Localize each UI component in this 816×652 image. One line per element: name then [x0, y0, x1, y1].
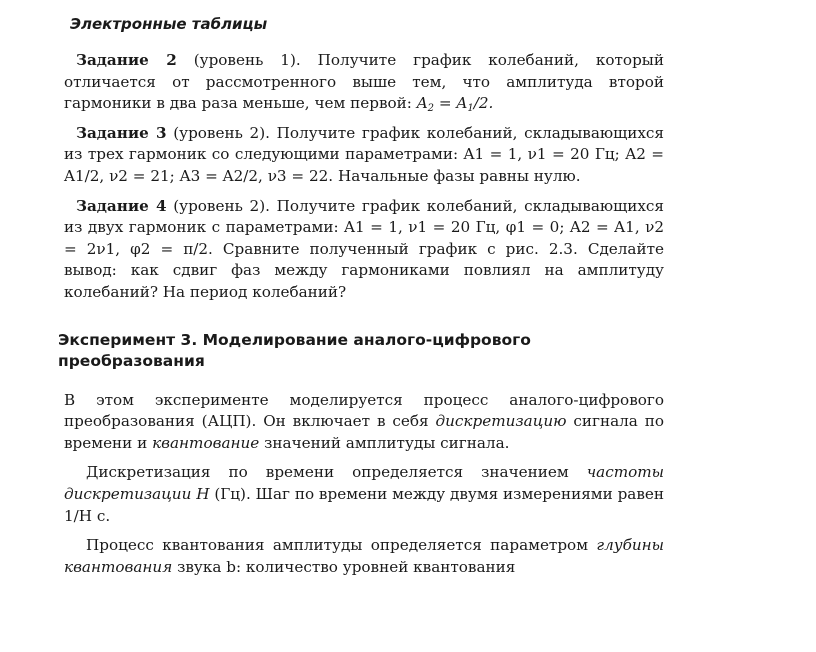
section-title: Эксперимент 3. Моделирование аналого-цифрового преобразования [58, 330, 531, 370]
paragraph-3-text-b: звука b: количество уровней квантования [177, 557, 516, 576]
textbook-page [58, 6, 665, 586]
paragraph-2-text-b: (Гц). Шаг по времени между двумя измерениями равен 1/H с. [64, 484, 665, 525]
paragraph-1-emphasis-b: квантование [152, 433, 260, 452]
task-2-formula: $A_2 = A_1/2$. [416, 94, 494, 115]
task-4-params: A1 = 1, ν1 = 20 Гц, φ1 = 0; A2 = A1, ν2 = 2ν1, φ2 = π/2. [64, 218, 664, 258]
paragraph-2 [64, 462, 664, 527]
paragraph-1-text-a: В этом эксперименте моделируется процесс аналого-цифрового преобразования (АЦП). Он включает в себя [64, 390, 664, 431]
task-3-params: A1 = 1, ν1 = 20 Гц; A2 = A1/2, ν2 = 21; A3 = A2/2, ν3 = 22. [64, 145, 664, 185]
task-4-tail: Сравните полученный график с рис. 2.3. Сделайте вывод: как сдвиг фаз между гармониками повлиял на амплитуду колебаний? На период колебаний? [64, 239, 664, 301]
paragraph-3-emphasis: глубины квантования [64, 536, 665, 576]
task-3 [64, 123, 664, 188]
task-3-label: Задание 3 [76, 123, 167, 142]
paragraph-3-text-a: Процесс квантования амплитуды определяется параметром [86, 536, 589, 555]
task-4-text: Получите график колебаний, складывающихся из двух гармоник с параметрами: [64, 196, 664, 237]
task-2 [64, 50, 664, 115]
paragraph-2-emphasis: частоты дискретизации H [64, 463, 665, 503]
task-3-text: Получите график колебаний, складывающихся из трех гармоник со следующими параметрами: [64, 123, 664, 164]
paragraph-1-text-c: значений амплитуды сигнала. [264, 433, 510, 452]
task-2-label: Задание 2 [76, 51, 177, 69]
task-2-level: (уровень 1). [193, 51, 301, 69]
paragraph-1-text-b: сигнала по времени и [64, 412, 664, 452]
paragraph-3 [64, 535, 664, 578]
task-4-label: Задание 4 [76, 196, 167, 215]
paragraph-1-emphasis-a: дискретизацию [435, 412, 567, 431]
task-2-text: Получите график колебаний, который отличается от рассмотренного выше тем, что амплитуда второй гармоники в два раза меньше, чем первой: [64, 51, 665, 113]
task-4 [64, 196, 664, 304]
running-head: Электронные таблицы [70, 15, 268, 33]
task-3-tail: Начальные фазы равны нулю. [337, 166, 581, 185]
paragraph-1 [64, 390, 664, 455]
task-3-level: (уровень 2). [173, 123, 270, 142]
paragraph-2-text-a: Дискретизация по времени определяется значением [86, 463, 569, 482]
task-4-level: (уровень 2). [173, 196, 270, 215]
